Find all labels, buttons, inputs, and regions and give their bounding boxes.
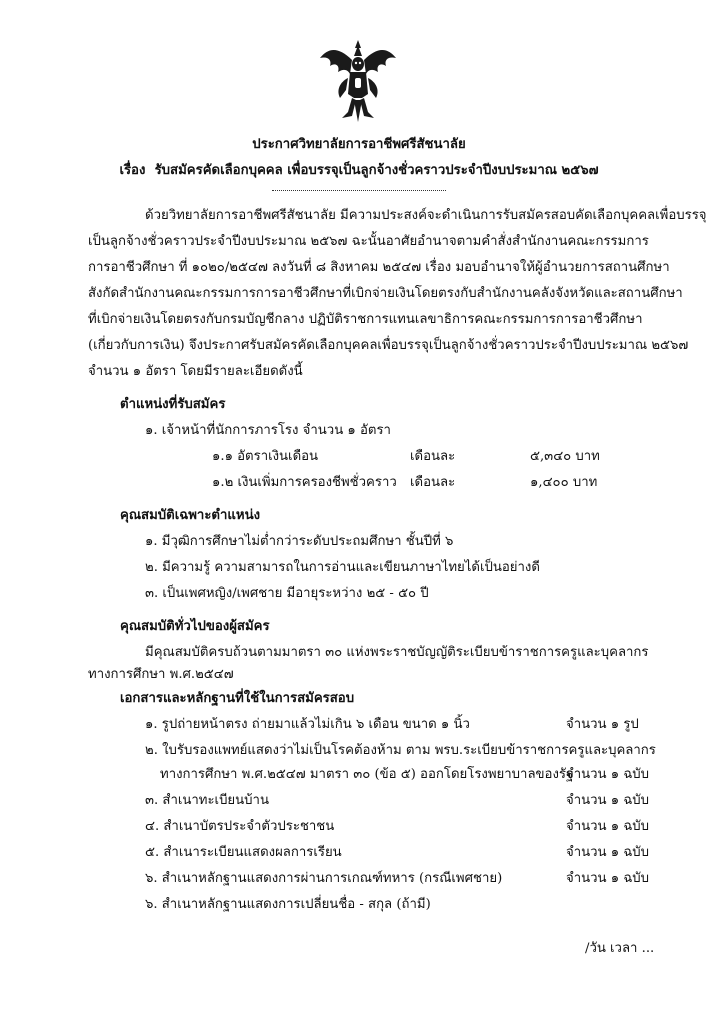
pay-label: ๑.๑ อัตราเงินเดือน [212, 449, 319, 464]
document-count: จำนวน ๑ รูป [566, 717, 639, 732]
document-count: จำนวน ๑ ฉบับ [566, 767, 650, 782]
continued-marker: /วัน เวลา ... [585, 941, 655, 956]
document-count: จำนวน ๑ ฉบับ [566, 819, 650, 834]
document-item: ๖. สำเนาหลักฐานแสดงการผ่านการเกณฑ์ทหาร (กรณีเพศชาย) [145, 871, 503, 886]
intro-line: สังกัดสำนักงานคณะกรรมการการอาชีวศึกษาที่เบิกจ่ายเงินโดยตรงกับสำนักงานคลังจังหวัดและสถานศึกษา [88, 286, 683, 301]
intro-line: การอาชีวศึกษา ที่ ๑๐๒๐/๒๕๔๗ ลงวันที่ ๘ สิงหาคม ๒๕๔๗ เรื่อง มอบอำนาจให้ผู้อำนวยการสถานศึกษา [88, 260, 670, 275]
position-item: ๑. เจ้าหน้าที่นักการภารโรง จำนวน ๑ อัตรา [145, 423, 391, 438]
document-item: ๑. รูปถ่ายหน้าตรง ถ่ายมาแล้วไม่เกิน ๖ เดือน ขนาด ๑ นิ้ว [145, 717, 470, 732]
pay-period: เดือนละ [410, 475, 456, 490]
document-item: ๓. สำเนาทะเบียนบ้าน [145, 793, 269, 808]
document-item: ๕. สำเนาระเบียนแสดงผลการเรียน [145, 845, 342, 860]
documents-heading: เอกสารและหลักฐานที่ใช้ในการสมัครสอบ [120, 691, 355, 706]
title-divider [272, 190, 446, 191]
document-item: ๖. สำเนาหลักฐานแสดงการเปลี่ยนชื่อ - สกุล (ถ้ามี) [145, 897, 431, 912]
specific-item: ๒. มีความรู้ ความสามารถในการอ่านและเขียนภาษาไทยได้เป็นอย่างดี [145, 560, 540, 575]
pay-period: เดือนละ [410, 449, 456, 464]
document-count: จำนวน ๑ ฉบับ [566, 793, 650, 808]
subject-text: รับสมัครคัดเลือกบุคคล เพื่อบรรจุเป็นลูกจ้างชั่วคราวประจำปีงบประมาณ ๒๕๖๗ [154, 163, 599, 178]
position-heading: ตำแหน่งที่รับสมัคร [120, 397, 226, 412]
intro-line: ด้วยวิทยาลัยการอาชีพศรีสัชนาลัย มีความประสงค์จะดำเนินการรับสมัครสอบคัดเลือกบุคคลเพื่อบรรจุ [145, 208, 707, 223]
intro-line: เป็นลูกจ้างชั่วคราวประจำปีงบประมาณ ๒๕๖๗ ฉะนั้นอาศัยอำนาจตามคำสั่งสำนักงานคณะกรรมการ [88, 234, 649, 249]
document-count: จำนวน ๑ ฉบับ [566, 845, 650, 860]
document-item: ๒. ใบรับรองแพทย์แสดงว่าไม่เป็นโรคต้องห้าม ตาม พรบ.ระเบียบข้าราชการครูและบุคลากร [145, 743, 656, 758]
document-item: ทางการศึกษา พ.ศ.๒๕๔๗ มาตรา ๓๐ (ข้อ ๕) ออกโดยโรงพยาบาลของรัฐ [160, 767, 574, 782]
specific-heading: คุณสมบัติเฉพาะตำแหน่ง [120, 508, 261, 523]
general-line: ทางการศึกษา พ.ศ.๒๕๔๗ [88, 667, 234, 682]
subject-label: เรื่อง [119, 163, 146, 178]
document-item: ๔. สำเนาบัตรประจำตัวประชาชน [145, 819, 335, 834]
pay-label: ๑.๒ เงินเพิ่มการครองชีพชั่วคราว [212, 475, 397, 490]
general-line: มีคุณสมบัติครบถ้วนตามมาตรา ๓๐ แห่งพระราชบัญญัติระเบียบข้าราชการครูและบุคลากร [145, 645, 649, 660]
subject-line [0, 162, 718, 180]
intro-line: (เกี่ยวกับการเงิน) จึงประกาศรับสมัครคัดเลือกบุคคลเพื่อบรรจุเป็นลูกจ้างชั่วคราวประจำปีงบประมาณ ๒๕๖๗ [88, 338, 689, 353]
garuda-emblem-icon [318, 38, 398, 126]
specific-item: ๓. เป็นเพศหญิง/เพศชาย มีอายุระหว่าง ๒๕ - ๕๐ ปี [145, 586, 429, 601]
pay-amount: ๑,๔๐๐ บาท [530, 475, 598, 490]
intro-line: จำนวน ๑ อัตรา โดยมีรายละเอียดดังนี้ [88, 364, 303, 379]
specific-item: ๑. มีวุฒิการศึกษาไม่ต่ำกว่าระดับประถมศึกษา ชั้นปีที่ ๖ [145, 534, 454, 549]
intro-line: ที่เบิกจ่ายเงินโดยตรงกับกรมบัญชีกลาง ปฏิบัติราชการแทนเลขาธิการคณะกรรมการการอาชีวศึกษา [88, 312, 643, 327]
pay-amount: ๕,๓๔๐ บาท [530, 449, 600, 464]
document-count: จำนวน ๑ ฉบับ [566, 871, 650, 886]
general-heading: คุณสมบัติทั่วไปของผู้สมัคร [120, 619, 270, 634]
announcement-title: ประกาศวิทยาลัยการอาชีพศรีสัชนาลัย [252, 137, 466, 152]
